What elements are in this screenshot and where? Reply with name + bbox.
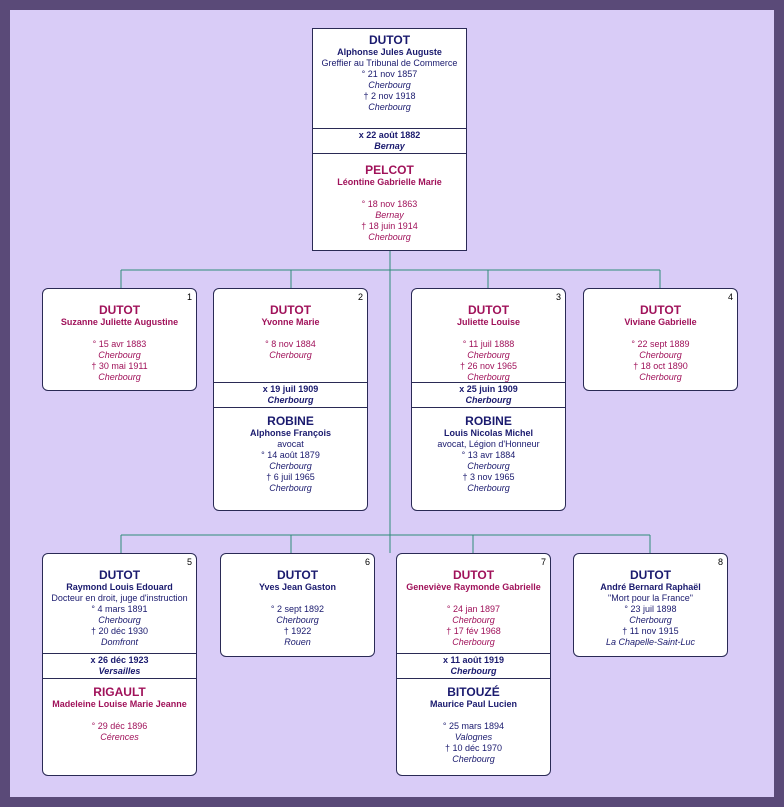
death-date: † 11 nov 1915 <box>622 626 679 636</box>
surname: DUTOT <box>629 568 672 582</box>
birth-place: Cherbourg <box>467 350 510 360</box>
death-place: Cherbourg <box>467 372 510 382</box>
death-place: La Chapelle-Saint-Luc <box>605 637 696 647</box>
birth-date: ° 22 sept 1889 <box>631 339 690 349</box>
birth-place: Cherbourg <box>98 615 141 625</box>
death-date: † 3 nov 1965 <box>462 472 515 482</box>
surname: PELCOT <box>365 163 414 177</box>
death-place: Rouen <box>284 637 311 647</box>
child-box-7[interactable] <box>396 553 551 776</box>
surname: BITOUZÉ <box>447 685 500 699</box>
given-names: Maurice Paul Lucien <box>429 699 518 709</box>
death-date: † 18 juin 1914 <box>361 221 418 231</box>
marriage-date: x 11 août 1919 <box>442 655 505 665</box>
marriage-date: x 19 juil 1909 <box>262 384 319 394</box>
surname: RIGAULT <box>93 685 146 699</box>
occupation: Docteur en droit, juge d'instruction <box>51 593 188 603</box>
marriage <box>412 382 565 407</box>
given-names: Alphonse François <box>249 428 331 438</box>
marriage-place: Cherbourg <box>267 395 314 405</box>
child-box-4[interactable] <box>583 288 738 391</box>
occupation: Greffier au Tribunal de Commerce <box>321 58 458 68</box>
death-place: Cherbourg <box>368 232 411 242</box>
marriage <box>214 382 367 407</box>
death-place: Cherbourg <box>368 102 411 112</box>
birth-place: Valognes <box>454 732 493 742</box>
child-box-2[interactable] <box>213 288 368 511</box>
death-date: † 1922 <box>283 626 312 636</box>
surname: ROBINE <box>267 414 314 428</box>
birth-date: ° 13 avr 1884 <box>461 450 516 460</box>
occupation: avocat <box>277 439 304 449</box>
surname: DUTOT <box>269 303 312 317</box>
child-box-8[interactable] <box>573 553 728 657</box>
surname: DUTOT <box>639 303 682 317</box>
birth-date: ° 2 sept 1892 <box>270 604 325 614</box>
spouse <box>43 678 196 743</box>
marriage-place: Bernay <box>374 141 405 151</box>
birth-date: ° 15 avr 1883 <box>92 339 147 349</box>
surname: DUTOT <box>98 303 141 317</box>
given-names: Geneviève Raymonde Gabrielle <box>406 582 541 592</box>
root-husband <box>313 29 466 128</box>
spouse <box>214 407 367 494</box>
death-place: Cherbourg <box>269 483 312 493</box>
child-number: 8 <box>717 557 723 567</box>
given-names: Louis Nicolas Michel <box>443 428 534 438</box>
marriage-place: Cherbourg <box>450 666 497 676</box>
birth-place: Cérences <box>100 732 139 742</box>
death-place: Cherbourg <box>639 372 682 382</box>
marriage <box>397 653 550 678</box>
spouse <box>412 407 565 494</box>
death-place: Domfront <box>100 637 138 647</box>
child-box-3[interactable] <box>411 288 566 511</box>
birth-place: Cherbourg <box>639 350 682 360</box>
child-number: 4 <box>727 292 733 302</box>
surname: DUTOT <box>452 568 495 582</box>
marriage-place: Cherbourg <box>465 395 512 405</box>
death-date: † 26 nov 1965 <box>459 361 518 371</box>
birth-date: ° 23 juil 1898 <box>624 604 677 614</box>
death-date: † 10 déc 1970 <box>444 743 503 753</box>
birth-place: Cherbourg <box>629 615 672 625</box>
marriage-place: Versailles <box>98 666 141 676</box>
birth-place: Cherbourg <box>467 461 510 471</box>
child-number: 3 <box>555 292 561 302</box>
child-number: 6 <box>364 557 370 567</box>
occupation: avocat, Légion d'Honneur <box>437 439 540 449</box>
death-date: † 30 mai 1911 <box>91 361 148 371</box>
child-number: 1 <box>186 292 192 302</box>
given-names: Juliette Louise <box>456 317 520 327</box>
surname: ROBINE <box>465 414 512 428</box>
birth-date: ° 29 déc 1896 <box>91 721 148 731</box>
given-names: Suzanne Juliette Augustine <box>60 317 179 327</box>
death-date: † 2 nov 1918 <box>363 91 416 101</box>
birth-date: ° 4 mars 1891 <box>91 604 148 614</box>
given-names: André Bernard Raphaël <box>600 582 701 592</box>
child-box-1[interactable] <box>42 288 197 391</box>
death-place: Cherbourg <box>452 637 495 647</box>
marriage <box>43 653 196 678</box>
occupation: "Mort pour la France" <box>608 593 693 603</box>
birth-place: Bernay <box>375 210 404 220</box>
child-number: 2 <box>357 292 363 302</box>
child-box-5[interactable] <box>42 553 197 776</box>
death-place: Cherbourg <box>452 754 495 764</box>
marriage-date: x 22 août 1882 <box>358 130 421 140</box>
birth-place: Cherbourg <box>269 461 312 471</box>
surname: DUTOT <box>276 568 319 582</box>
marriage-date: x 26 déc 1923 <box>90 655 149 665</box>
birth-date: ° 18 nov 1863 <box>361 199 418 209</box>
root-couple-box[interactable] <box>312 28 467 251</box>
birth-date: ° 14 août 1879 <box>261 450 320 460</box>
birth-place: Cherbourg <box>276 615 319 625</box>
birth-date: ° 11 juil 1888 <box>462 339 515 349</box>
birth-date: ° 25 mars 1894 <box>442 721 505 731</box>
birth-date: ° 8 nov 1884 <box>265 339 316 349</box>
root-marriage <box>313 128 466 153</box>
death-date: † 6 juil 1965 <box>266 472 315 482</box>
surname: DUTOT <box>368 33 411 47</box>
child-number: 7 <box>540 557 546 567</box>
death-place: Cherbourg <box>467 483 510 493</box>
marriage-date: x 25 juin 1909 <box>459 384 518 394</box>
death-date: † 17 fév 1968 <box>446 626 501 636</box>
death-place: Cherbourg <box>98 372 141 382</box>
spouse <box>397 678 550 765</box>
given-names: Yvonne Marie <box>261 317 320 327</box>
given-names: Madeleine Louise Marie Jeanne <box>52 699 187 709</box>
birth-place: Cherbourg <box>368 80 411 90</box>
given-names: Léontine Gabrielle Marie <box>337 177 442 187</box>
given-names: Yves Jean Gaston <box>258 582 337 592</box>
birth-place: Cherbourg <box>452 615 495 625</box>
given-names: Raymond Louis Edouard <box>66 582 173 592</box>
death-date: † 20 déc 1930 <box>90 626 149 636</box>
given-names: Viviane Gabrielle <box>624 317 697 327</box>
given-names: Alphonse Jules Auguste <box>337 47 442 57</box>
root-wife <box>313 153 466 243</box>
birth-place: Cherbourg <box>98 350 141 360</box>
child-box-6[interactable] <box>220 553 375 657</box>
death-date: † 18 oct 1890 <box>633 361 688 371</box>
birth-date: ° 21 nov 1857 <box>361 69 418 79</box>
child-number: 5 <box>186 557 192 567</box>
birth-date: ° 24 jan 1897 <box>446 604 501 614</box>
surname: DUTOT <box>467 303 510 317</box>
surname: DUTOT <box>98 568 141 582</box>
birth-place: Cherbourg <box>269 350 312 360</box>
